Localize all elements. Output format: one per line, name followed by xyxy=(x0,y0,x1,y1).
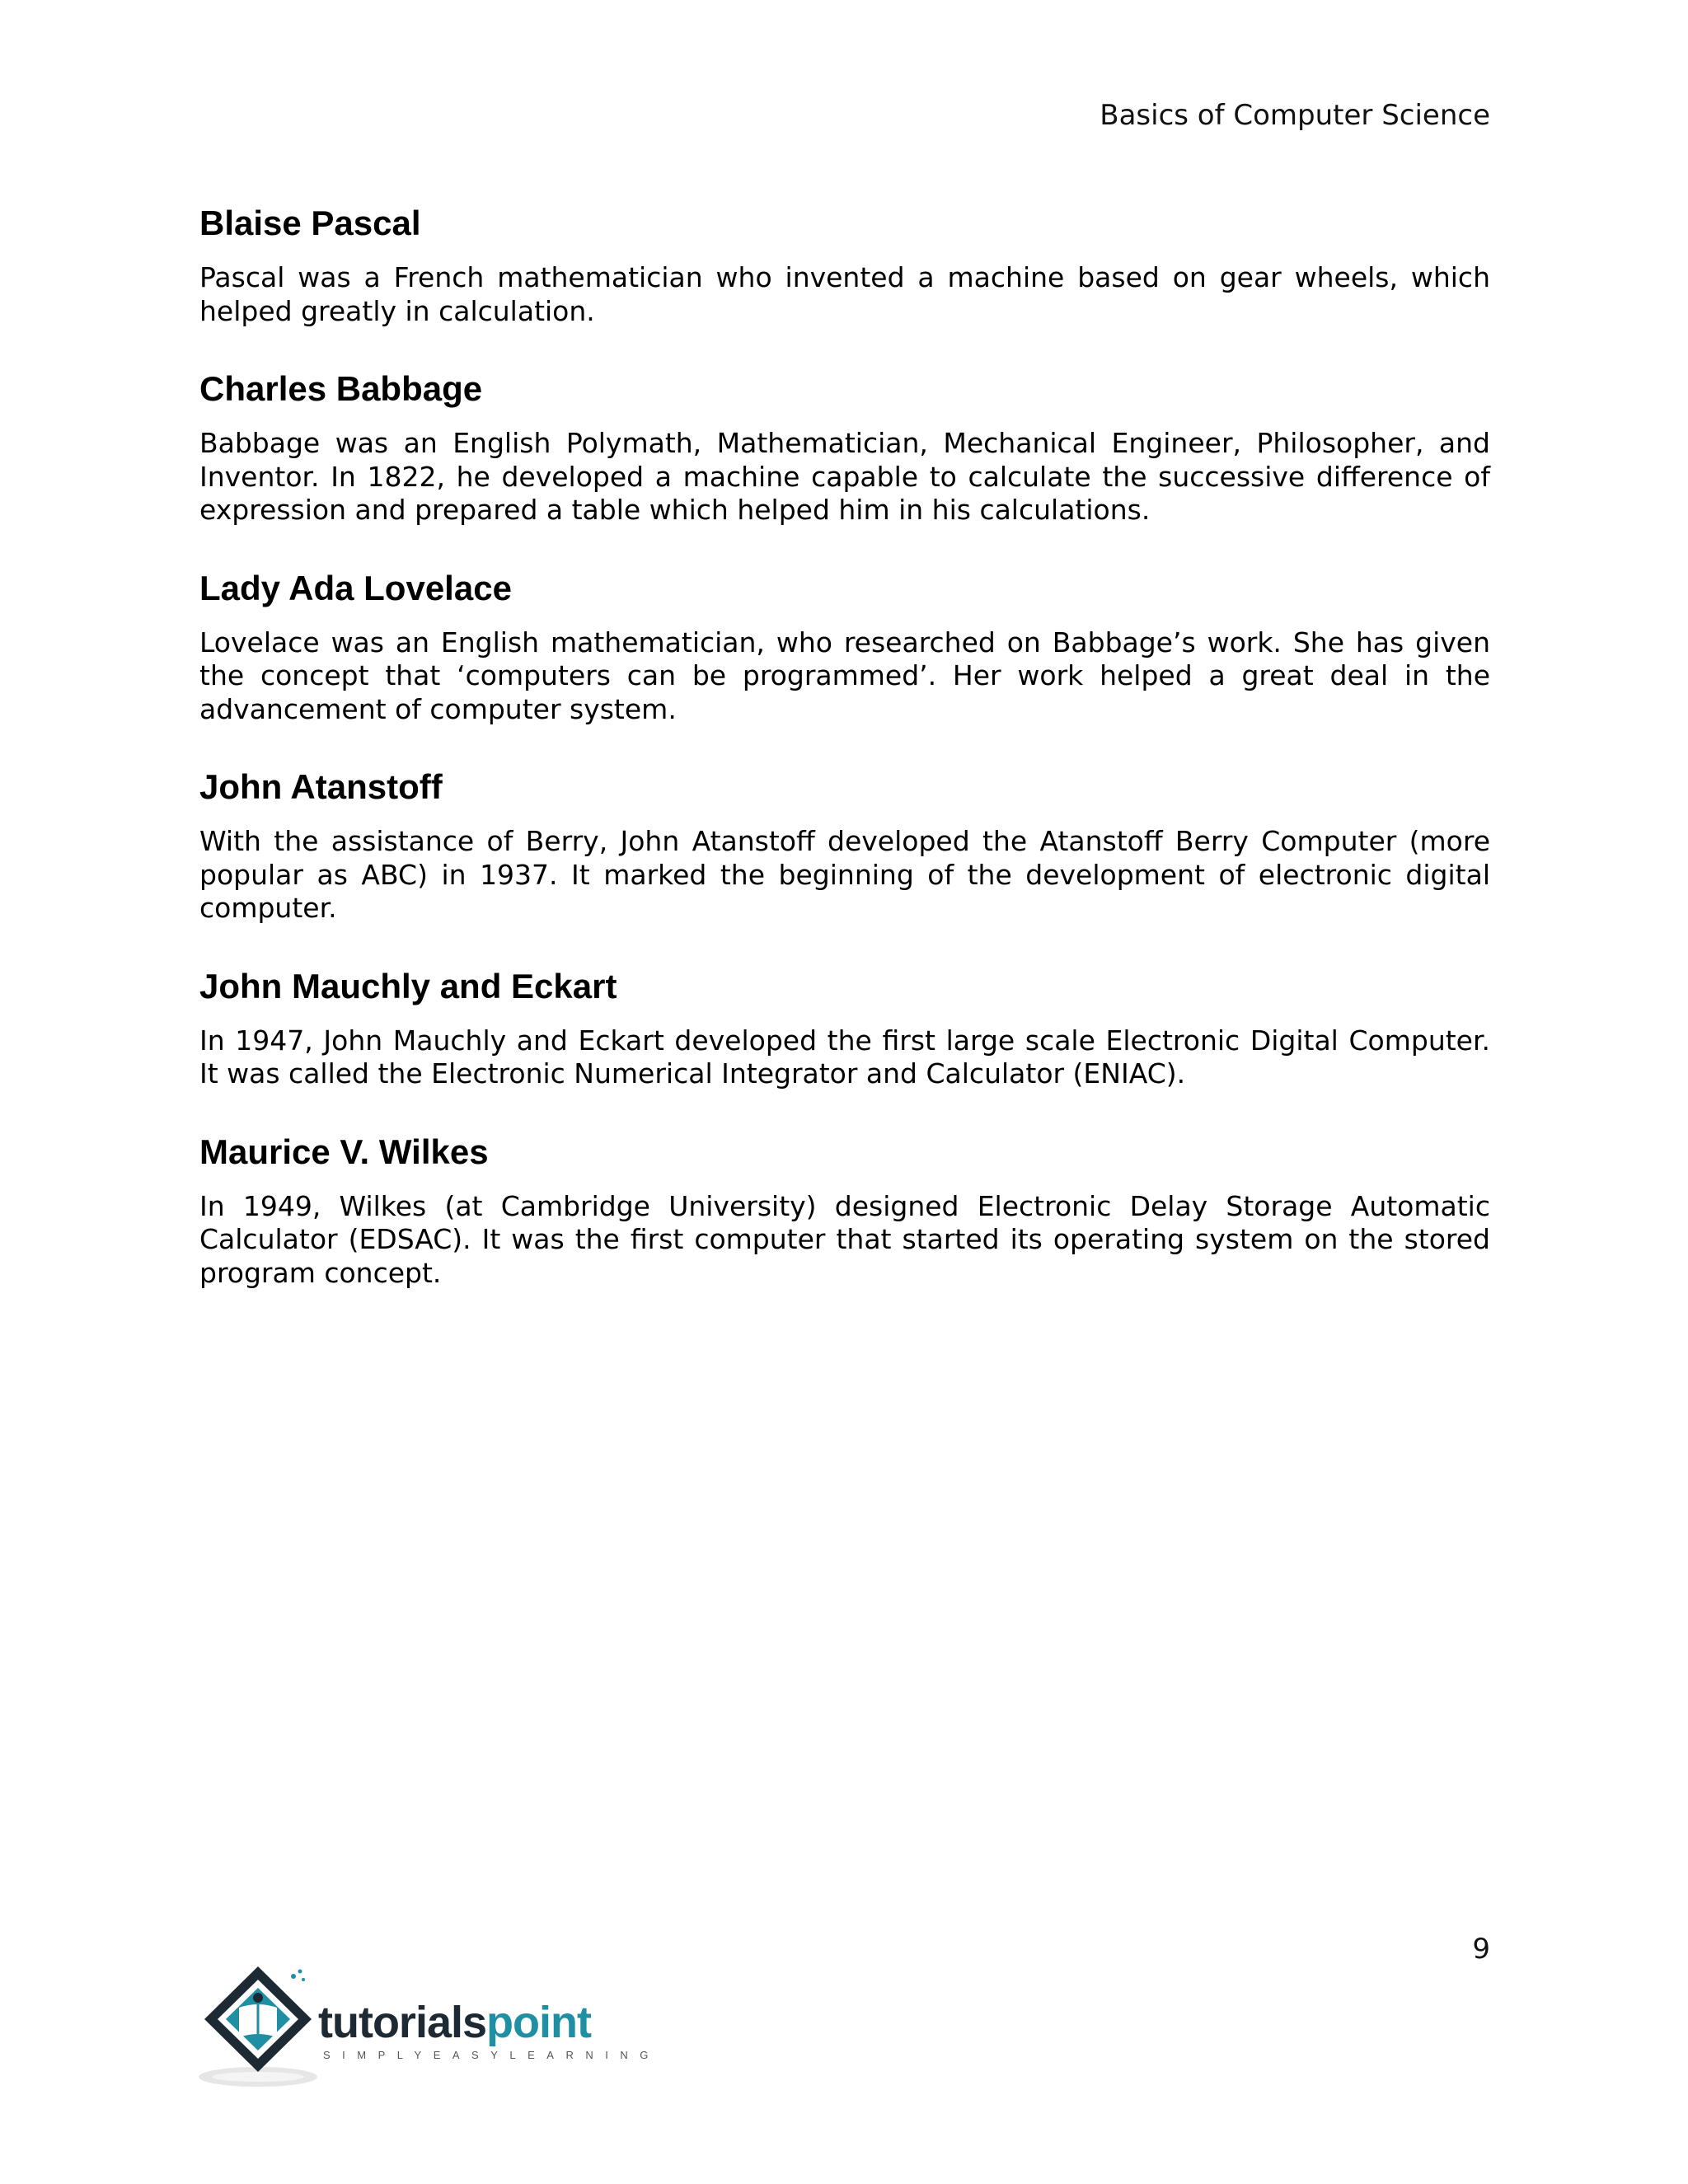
logo-word-point: point xyxy=(486,1998,591,2047)
section-lady-ada-lovelace xyxy=(199,567,1490,727)
section-paragraph: With the assistance of Berry, John Atanstoff developed the Atanstoff Berry Computer (more popular as ABC) in 1937. It marked the beginning of the development of electronic digital computer. xyxy=(199,825,1490,924)
section-heading: Maurice V. Wilkes xyxy=(199,1132,489,1171)
section-heading: John Atanstoff xyxy=(199,767,443,806)
logo-wordmark xyxy=(318,1998,591,2047)
document-body xyxy=(199,202,1490,1329)
section-paragraph: Babbage was an English Polymath, Mathematician, Mechanical Engineer, Philosopher, and Inventor. In 1822, he developed a machine capable to calculate the successive difference of expression and prepared a table which helped him in his calculations. xyxy=(199,427,1490,526)
tutorialspoint-logo-icon xyxy=(196,1960,320,2092)
section-blaise-pascal xyxy=(199,202,1490,328)
tutorialspoint-logo xyxy=(196,1960,660,2092)
section-paragraph: Lovelace was an English mathematician, who researched on Babbage’s work. She has given the concept that ‘computers can be programmed’. Her work helped a great deal in the advancement of computer system. xyxy=(199,626,1490,725)
section-paragraph: In 1949, Wilkes (at Cambridge University) designed Electronic Delay Storage Automatic Calculator (EDSAC). It was the first computer that started its operating system on the stored program concept. xyxy=(199,1189,1490,1289)
logo-word-tutorials: tutorials xyxy=(318,1998,487,2047)
section-heading: Lady Ada Lovelace xyxy=(199,568,512,607)
section-paragraph: In 1947, John Mauchly and Eckart developed the first large scale Electronic Digital Computer. It was called the Electronic Numerical Integrator and Calculator (ENIAC). xyxy=(199,1024,1490,1090)
page-number: 9 xyxy=(1472,1933,1490,1966)
section-heading: John Mauchly and Eckart xyxy=(199,966,617,1005)
section-heading: Blaise Pascal xyxy=(199,204,421,242)
section-paragraph: Pascal was a French mathematician who invented a machine based on gear wheels, which helped greatly in calculation. xyxy=(199,261,1490,327)
section-charles-babbage xyxy=(199,368,1490,527)
section-john-mauchly-and-eckart xyxy=(199,965,1490,1091)
logo-tagline: SIMPLYEASYLEARNING xyxy=(323,2049,660,2061)
section-john-atanstoff xyxy=(199,766,1490,926)
page-header-title: Basics of Computer Science xyxy=(1100,99,1490,132)
section-heading: Charles Babbage xyxy=(199,369,483,408)
section-maurice-wilkes xyxy=(199,1131,1490,1291)
